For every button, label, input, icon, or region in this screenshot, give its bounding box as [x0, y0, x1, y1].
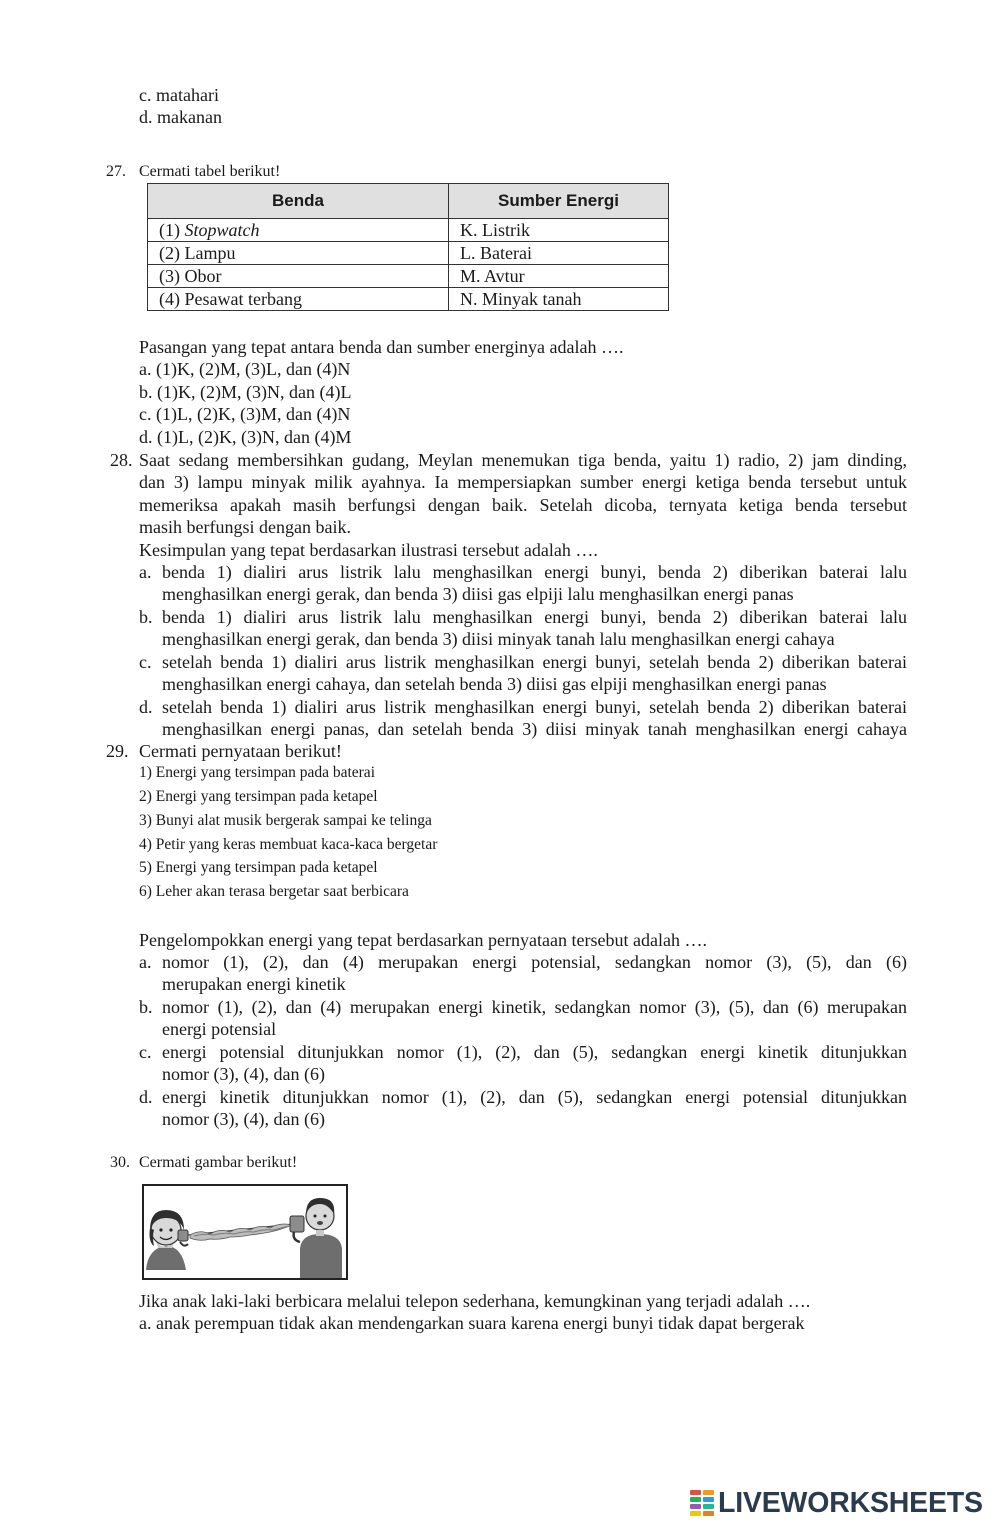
q28-option-b-line1: benda 1) dialiri arus listrik lalu menghasilkan energi bunyi, benda 2) diberikan baterai lalu [162, 607, 907, 627]
q29-option-b-label: b. [139, 997, 153, 1017]
q28-option-a-label: a. [139, 562, 152, 582]
q29-option-c-line1: energi potensial ditunjukkan nomor (1), (2), dan (5), sedangkan energi kinetik ditunjukkan [162, 1042, 907, 1062]
q29-statement: 1) Energi yang tersimpan pada baterai [139, 764, 375, 781]
q29-option-a-line1: nomor (1), (2), dan (4) merupakan energi potensial, sedangkan nomor (3), (5), dan (6) [162, 952, 907, 972]
q30-option-a: a. anak perempuan tidak akan mendengarkan suara karena energi bunyi tidak dapat bergerak [139, 1313, 805, 1333]
table-row [148, 288, 669, 311]
q30-number: 30. [110, 1154, 130, 1171]
q29-statement: 2) Energi yang tersimpan pada ketapel [139, 788, 378, 805]
q27-option-b: b. (1)K, (2)M, (3)N, dan (4)L [139, 382, 352, 402]
q29-option-c-label: c. [139, 1042, 152, 1062]
q29-option-a-label: a. [139, 952, 152, 972]
q28-option-d-line1: setelah benda 1) dialiri arus listrik menghasilkan energi bunyi, setelah benda 2) diberikan baterai [162, 697, 907, 717]
q29-option-b-line2: energi potensial [162, 1019, 277, 1039]
q26-option-c: c. matahari [139, 85, 219, 105]
table-cell-benda: (3) Obor [148, 265, 449, 288]
table-cell-sumber: M. Avtur [449, 265, 669, 288]
q29-option-d-line1: energi kinetik ditunjukkan nomor (1), (2), dan (5), sedangkan energi potensial ditunjukkan [162, 1087, 907, 1107]
q26-option-d: d. makanan [139, 107, 222, 127]
q28-question: Kesimpulan yang tepat berdasarkan ilustrasi tersebut adalah …. [139, 540, 598, 560]
q28-text-line: memeriksa apakah masih berfungsi dengan baik. Setelah dicoba, ternyata ketiga benda tersebut [139, 495, 907, 515]
table-header-benda: Benda [148, 184, 449, 219]
q28-option-b-line2: menghasilkan energi gerak, dan benda 3) diisi minyak tanah lalu menghasilkan energi cahaya [162, 629, 835, 649]
tin-can-phone-illustration [142, 1184, 348, 1280]
table-cell-sumber: N. Minyak tanah [449, 288, 669, 311]
q27-number: 27. [106, 163, 126, 180]
q28-option-c-line2: menghasilkan energi cahaya, dan setelah benda 3) diisi gas elpiji menghasilkan energi panas [162, 674, 827, 694]
q27-option-c: c. (1)L, (2)K, (3)M, dan (4)N [139, 404, 351, 424]
q29-prompt: Cermati pernyataan berikut! [139, 741, 342, 761]
q28-option-d-label: d. [139, 697, 153, 717]
q30-question: Jika anak laki-laki berbicara melalui telepon sederhana, kemungkinan yang terjadi adalah …. [139, 1291, 811, 1311]
q29-statement: 3) Bunyi alat musik bergerak sampai ke telinga [139, 812, 432, 829]
q28-option-b-label: b. [139, 607, 153, 627]
q29-statement: 6) Leher akan terasa bergetar saat berbicara [139, 883, 409, 900]
table-row [148, 219, 669, 242]
q29-option-b-line1: nomor (1), (2), dan (4) merupakan energi kinetik, sedangkan nomor (3), (5), dan (6) merupakan [162, 997, 907, 1017]
q30-prompt: Cermati gambar berikut! [139, 1154, 298, 1171]
table-header-sumber-energi: Sumber Energi [449, 184, 669, 219]
q29-option-a-line2: merupakan energi kinetik [162, 974, 346, 994]
liveworksheets-logo [690, 1488, 990, 1518]
table-row [148, 242, 669, 265]
q29-statement: 5) Energi yang tersimpan pada ketapel [139, 859, 378, 876]
q29-option-c-line2: nomor (3), (4), dan (6) [162, 1064, 325, 1084]
table-cell-sumber: K. Listrik [449, 219, 669, 242]
q29-statement: 4) Petir yang keras membuat kaca-kaca bergetar [139, 836, 438, 853]
tin-can-phone-drawing [144, 1186, 346, 1278]
q29-option-d-line2: nomor (3), (4), dan (6) [162, 1109, 325, 1129]
girl-figure [146, 1210, 188, 1270]
table-row [148, 265, 669, 288]
q28-option-a-line1: benda 1) dialiri arus listrik lalu menghasilkan energi bunyi, benda 2) diberikan baterai lalu [162, 562, 907, 582]
q28-option-c-line1: setelah benda 1) dialiri arus listrik menghasilkan energi bunyi, setelah benda 2) diberikan baterai [162, 652, 907, 672]
liveworksheets-logo-text: LIVEWORKSHEETS [718, 1487, 983, 1519]
q28-option-a-line2: menghasilkan energi gerak, dan benda 3) diisi gas elpiji lalu menghasilkan energi panas [162, 584, 794, 604]
table-cell-benda: (2) Lampu [148, 242, 449, 265]
q29-question: Pengelompokkan energi yang tepat berdasarkan pernyataan tersebut adalah …. [139, 930, 707, 950]
q28-number: 28. [110, 450, 133, 470]
q29-option-d-label: d. [139, 1087, 153, 1107]
q27-question: Pasangan yang tepat antara benda dan sumber energinya adalah …. [139, 337, 624, 357]
q28-option-c-label: c. [139, 652, 152, 672]
energy-source-table [147, 183, 669, 311]
q27-prompt: Cermati tabel berikut! [139, 163, 281, 180]
q28-text-line: dan 3) lampu minyak milik ayahnya. Ia mempersiapkan sumber energi ketiga benda tersebut untuk [139, 472, 907, 492]
q29-number: 29. [106, 741, 129, 761]
q28-text-line: masih berfungsi dengan baik. [139, 517, 351, 537]
q27-option-a: a. (1)K, (2)M, (3)L, dan (4)N [139, 359, 351, 379]
q28-text-line: Saat sedang membersihkan gudang, Meylan menemukan tiga benda, yaitu 1) radio, 2) jam dinding, [139, 450, 907, 470]
table-cell-benda: (1) Stopwatch [148, 219, 449, 242]
q27-option-d: d. (1)L, (2)K, (3)N, dan (4)M [139, 427, 352, 447]
table-cell-benda: (4) Pesawat terbang [148, 288, 449, 311]
liveworksheets-logo-icon [690, 1490, 714, 1516]
table-cell-sumber: L. Baterai [449, 242, 669, 265]
q28-option-d-line2: menghasilkan energi panas, dan setelah benda 3) diisi minyak tanah menghasilkan energi cahaya [162, 719, 907, 739]
